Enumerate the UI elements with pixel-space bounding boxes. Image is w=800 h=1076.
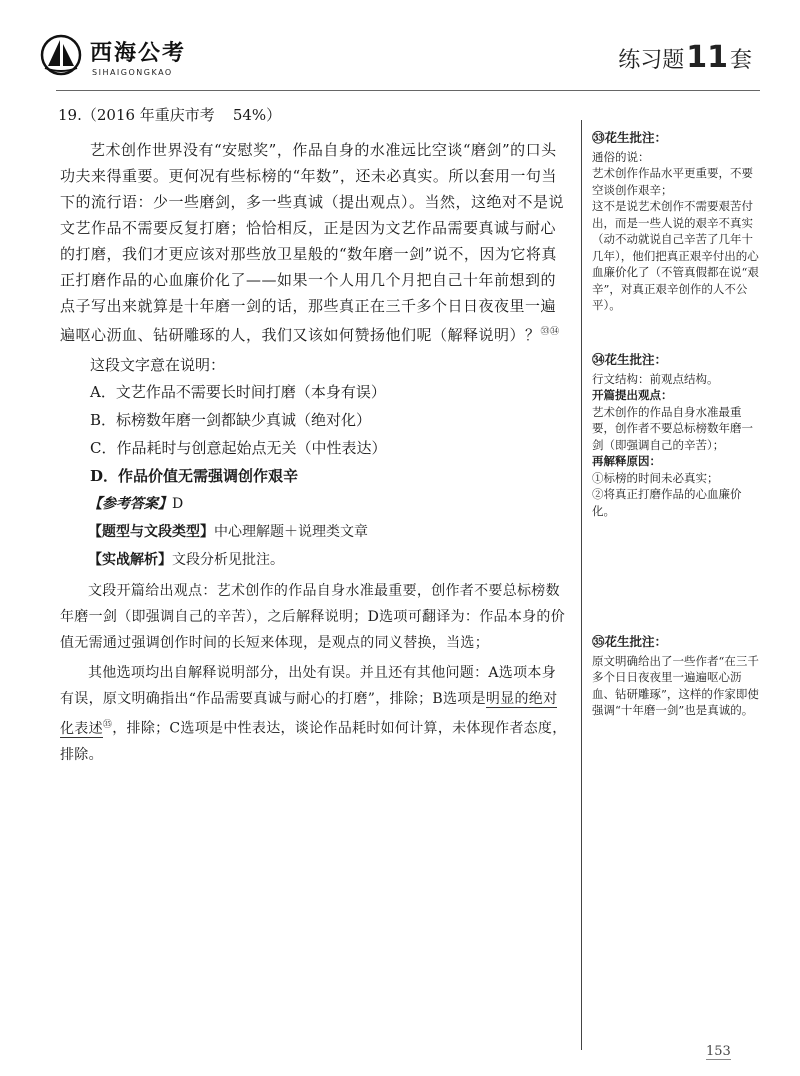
question-prompt: 这段文字意在说明：	[90, 356, 226, 374]
logo-pinyin-text: SIHAIGONGKAO	[92, 68, 173, 77]
option-d: D．作品价值无需强调创作艰辛	[90, 467, 299, 485]
page-number: 153	[706, 1044, 731, 1059]
note-title: ㉝花生批注：	[592, 130, 668, 145]
side-note-34: ㉞花生批注： 行文结构：前观点结构。 开篇提出观点： 艺术创作的作品自身水准最重要，创作者不要总标榜数年磨一剑（即强调自己的辛苦）； 再解释原因： ①标榜的时间未必真实； ②将真正打磨作品的心血廉价化。	[592, 352, 762, 519]
question-type-line: 【题型与文段类型】中心理解题＋说理类文章	[88, 524, 368, 540]
option-a: A．文艺作品不需要长时间打磨（本身有误）	[90, 383, 386, 401]
sailboat-logo-icon	[40, 34, 82, 76]
question-main-column	[60, 104, 570, 772]
analysis-paragraph-1: 文段开篇给出观点：艺术创作的作品自身水准最重要，创作者不要总标榜数年磨一剑（即强调自己的辛苦），之后解释说明；D选项可翻译为：作品本身的价值无需通过强调创作时间的长短来体现，是观点的同义替换，当选；	[60, 583, 566, 651]
answer-line: 【参考答案】D	[88, 496, 184, 512]
sidebar-divider	[581, 120, 582, 1050]
header-divider	[56, 90, 760, 91]
annotation-marker: ㉝㉞	[540, 327, 560, 337]
question-heading: 19.（2016 年重庆市考 54%）	[58, 106, 282, 124]
side-note-35: ㉟花生批注： 原文明确给出了一些作者“在三千多个日日夜夜里一遍遍呕心沥血、钻研雕琢”，这样的作家即使强调“十年磨一剑”也是真诚的。	[592, 634, 762, 719]
option-b: B．标榜数年磨一剑都缺少真诚（绝对化）	[90, 411, 372, 429]
side-note-33: ㉝花生批注： 通俗的说： 艺术创作作品水平更重要，不要空谈创作艰辛； 这不是说艺术创作不需要艰苦付出，而是一些人说的艰辛不真实（动不动就说自己辛苦了几年十几年），他们把真正艰辛付出的心血廉价化了（不管真假都在说“艰辛”，对真正艰辛创作的人不公平）。	[592, 130, 762, 314]
option-c: C．作品耗时与创意起始点无关（中性表达）	[90, 439, 387, 457]
note-title: ㉟花生批注：	[592, 634, 668, 649]
section-title: 练习题11套	[618, 40, 752, 75]
analysis-label-line: 【实战解析】文段分析见批注。	[88, 552, 284, 568]
note-title: ㉞花生批注：	[592, 352, 668, 367]
publisher-logo	[40, 30, 230, 84]
analysis-paragraph-2: 其他选项均出自解释说明部分，出处有误。并且还有其他问题：A选项本身有误，原文明确指出“作品需要真诚与耐心的打磨”，排除；B选项是明显的绝对化表述$^㉟$，排除；C选项是中性表达，谈论作品耗时如何计算，未体现作者态度，排除。	[60, 665, 567, 763]
logo-chinese-text: 西海公考	[90, 41, 187, 66]
question-passage: 艺术创作世界没有“安慰奖”，作品自身的水准远比空谈“磨剑”的口头功夫来得重要。更何况有些标榜的“年数”，还未必真实。所以套用一句当下的流行语：少一些磨剑，多一些真诚（提出观点）。当然，这绝对不是说文艺作品不需要反复打磨；恰恰相反，正是因为文艺作品需要真诚与耐心的打磨，我们才更应该对那些放卫星般的“数年磨一剑”说不，因为它将真正打磨作品的心血廉价化了——如果一个人用几个月把自己十年前想到的点子写出来就算是十年磨一剑的话，那些真正在三千多个日日夜夜里一遍遍呕心沥血、钻研雕琢的人，我们又该如何赞扬他们呢（解释说明）？$^{㉝㉞}$	[60, 141, 565, 344]
